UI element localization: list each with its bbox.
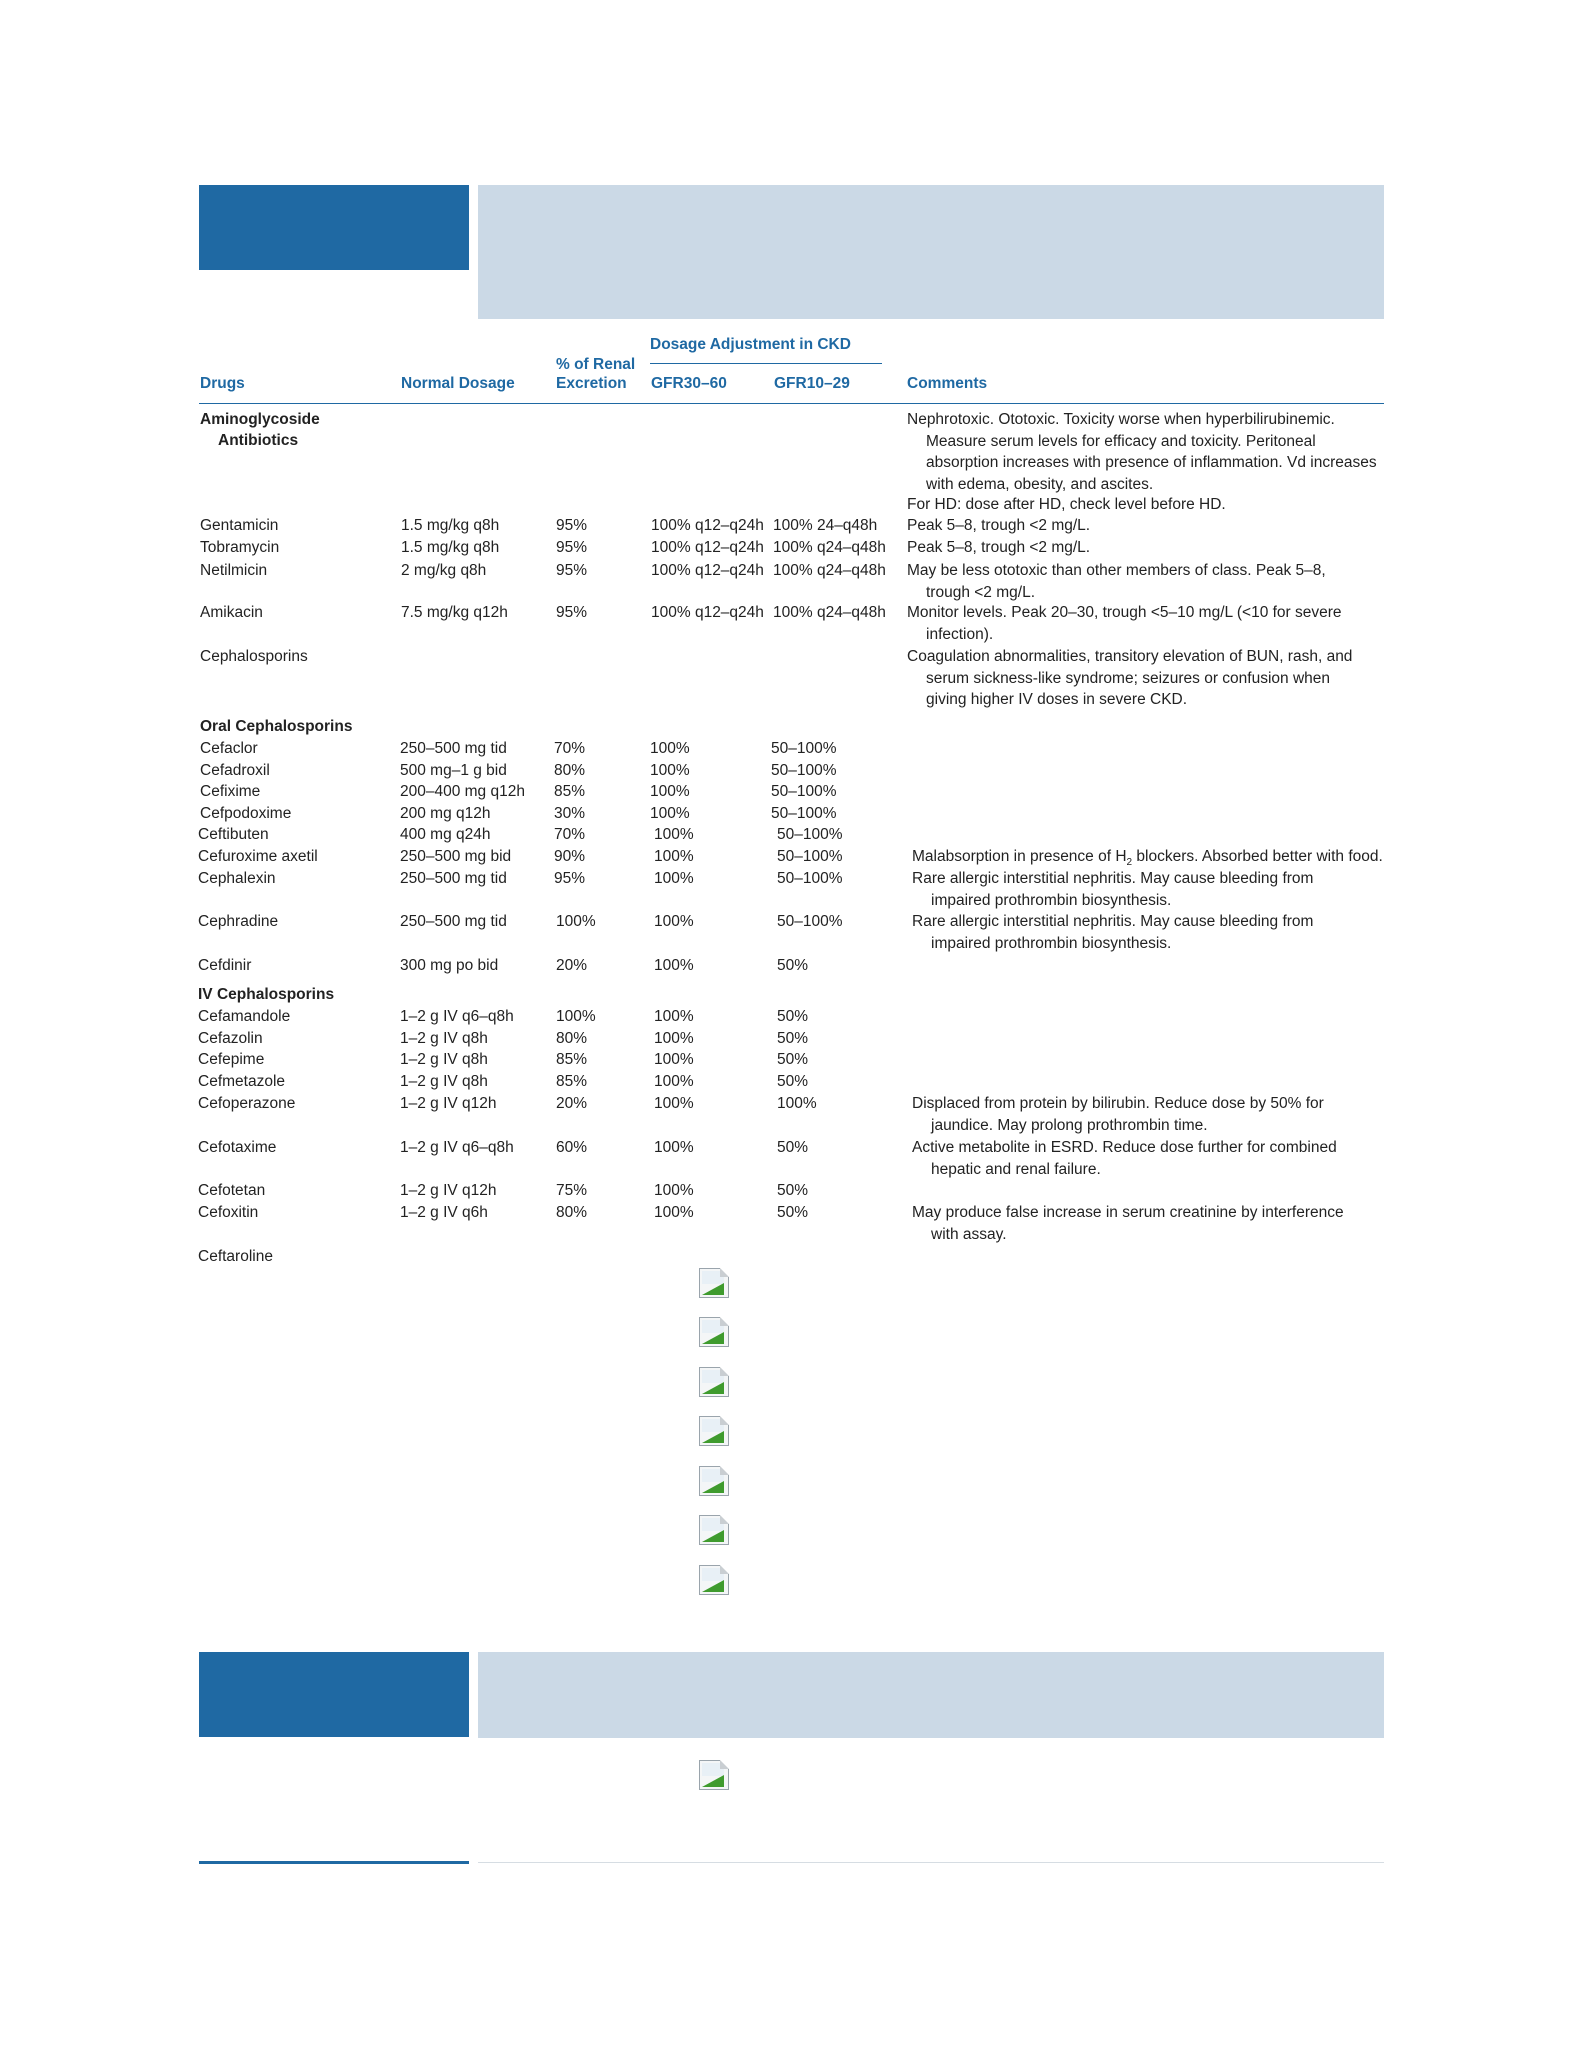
drug-name: Cefuroxime axetil xyxy=(198,848,318,865)
renal-excretion: 30% xyxy=(554,805,586,822)
comment: Nephrotoxic. Ototoxic. Toxicity worse when hyperbilirubinemic. Measure serum levels for efficacy and toxicity. Peritoneal absorption increases with presence of inflammation. Vd increases with edema, obesity, and ascites. xyxy=(907,411,1377,493)
header-normal-dosage: Normal Dosage xyxy=(401,375,515,392)
gfr10-29: 50% xyxy=(777,1204,809,1221)
gfr10-29: 50–100% xyxy=(771,762,837,779)
renal-excretion: 80% xyxy=(556,1030,588,1047)
gfr30-60: 100% q12–q24h xyxy=(651,562,764,579)
normal-dosage: 200–400 mg q12h xyxy=(400,783,525,800)
broken-image-icon xyxy=(699,1466,729,1496)
drug-name: Cefdinir xyxy=(198,957,252,974)
normal-dosage: 2 mg/kg q8h xyxy=(401,562,487,579)
drug-name: Cefoperazone xyxy=(198,1095,296,1112)
comment-part: blockers. Absorbed better with food. xyxy=(1132,848,1383,865)
gfr10-29: 50–100% xyxy=(777,870,843,887)
gfr10-29: 50% xyxy=(777,1182,809,1199)
gfr30-60: 100% xyxy=(654,1182,694,1199)
comment: Rare allergic interstitial nephritis. May cause bleeding from impaired prothrombin biosynthesis. xyxy=(912,870,1314,909)
header-gfr10-29: GFR10–29 xyxy=(774,375,850,392)
gfr30-60: 100% q12–q24h xyxy=(651,604,764,621)
normal-dosage: 300 mg po bid xyxy=(400,957,499,974)
gfr10-29: 50% xyxy=(777,1073,809,1090)
renal-excretion: 85% xyxy=(556,1073,588,1090)
comment: Active metabolite in ESRD. Reduce dose further for combined hepatic and renal failure. xyxy=(912,1139,1337,1178)
gfr30-60: 100% xyxy=(650,740,690,757)
gfr10-29: 100% 24–q48h xyxy=(773,517,878,534)
gfr30-60: 100% xyxy=(650,762,690,779)
drug-name: Cephalosporins xyxy=(200,648,308,665)
header-rule xyxy=(199,403,1384,404)
gfr30-60: 100% xyxy=(654,957,694,974)
gfr30-60: 100% xyxy=(650,783,690,800)
drug-name: Tobramycin xyxy=(200,539,280,556)
comment: May produce false increase in serum creatinine by interference with assay. xyxy=(912,1204,1344,1243)
comment: Coagulation abnormalities, transitory elevation of BUN, rash, and serum sickness-like syndrome; seizures or confusion when giving higher IV doses in severe CKD. xyxy=(907,648,1353,708)
header-group-rule xyxy=(650,363,882,364)
drug-name: Cefepime xyxy=(198,1051,265,1068)
drug-name: Aminoglycoside xyxy=(200,411,320,428)
gfr10-29: 50–100% xyxy=(777,848,843,865)
gfr30-60: 100% xyxy=(654,1030,694,1047)
header-gfr30-60: GFR30–60 xyxy=(651,375,727,392)
drug-name: Cephradine xyxy=(198,913,279,930)
gfr30-60: 100% xyxy=(650,805,690,822)
broken-image-icon xyxy=(699,1416,729,1446)
normal-dosage: 1–2 g IV q12h xyxy=(400,1182,497,1199)
gfr10-29: 100% q24–q48h xyxy=(773,539,886,556)
normal-dosage: 1–2 g IV q8h xyxy=(400,1051,488,1068)
comment: Monitor levels. Peak 20–30, trough <5–10 mg/L (<10 for severe infection). xyxy=(907,604,1342,643)
gfr10-29: 100% xyxy=(777,1095,817,1112)
renal-excretion: 70% xyxy=(554,740,586,757)
normal-dosage: 1–2 g IV q6h xyxy=(400,1204,488,1221)
gfr30-60: 100% xyxy=(654,826,694,843)
drug-name: Cefotaxime xyxy=(198,1139,277,1156)
comment-part: Malabsorption in presence of H xyxy=(912,848,1127,865)
drug-name: Cefotetan xyxy=(198,1182,266,1199)
renal-excretion: 95% xyxy=(556,604,588,621)
normal-dosage: 1–2 g IV q6–q8h xyxy=(400,1008,514,1025)
header-dosage-adjustment: Dosage Adjustment in CKD xyxy=(650,336,851,353)
comment-subscript: 2 xyxy=(1126,857,1133,869)
gfr30-60: 100% q12–q24h xyxy=(651,539,764,556)
gfr10-29: 50% xyxy=(777,1051,809,1068)
drug-name: Cefoxitin xyxy=(198,1204,259,1221)
broken-image-icon xyxy=(699,1367,729,1397)
broken-image-icon xyxy=(699,1565,729,1595)
renal-excretion: 85% xyxy=(556,1051,588,1068)
footer-rule-dark xyxy=(199,1861,469,1864)
renal-excretion: 95% xyxy=(556,562,588,579)
normal-dosage: 250–500 mg tid xyxy=(400,740,507,757)
comment: Peak 5–8, trough <2 mg/L. xyxy=(907,517,1091,534)
drug-name: Cefazolin xyxy=(198,1030,263,1047)
gfr10-29: 50–100% xyxy=(777,826,843,843)
normal-dosage: 250–500 mg tid xyxy=(400,870,507,887)
header-drugs: Drugs xyxy=(200,375,245,392)
broken-image-icon xyxy=(699,1760,729,1790)
drug-name: Cephalexin xyxy=(198,870,276,887)
gfr30-60: 100% xyxy=(654,913,694,930)
renal-excretion: 80% xyxy=(554,762,586,779)
broken-image-icon xyxy=(699,1268,729,1298)
normal-dosage: 1–2 g IV q8h xyxy=(400,1030,488,1047)
top-banner-light xyxy=(478,185,1384,319)
top-banner-dark xyxy=(199,185,469,270)
gfr30-60: 100% xyxy=(654,1051,694,1068)
bottom-banner-dark xyxy=(199,1652,469,1737)
gfr10-29: 100% q24–q48h xyxy=(773,562,886,579)
bottom-banner-light xyxy=(478,1652,1384,1738)
header-renal-line1: % of Renal xyxy=(556,356,636,373)
renal-excretion: 85% xyxy=(554,783,586,800)
renal-excretion: 80% xyxy=(556,1204,588,1221)
gfr10-29: 50% xyxy=(777,1008,809,1025)
normal-dosage: 200 mg q12h xyxy=(400,805,491,822)
normal-dosage: 250–500 mg tid xyxy=(400,913,507,930)
broken-image-icon xyxy=(699,1317,729,1347)
header-comments: Comments xyxy=(907,375,988,392)
gfr10-29: 50% xyxy=(777,1030,809,1047)
renal-excretion: 95% xyxy=(554,870,586,887)
section-heading: IV Cephalosporins xyxy=(198,986,335,1003)
drug-name: Gentamicin xyxy=(200,517,279,534)
gfr30-60: 100% xyxy=(654,848,694,865)
gfr10-29: 50–100% xyxy=(771,805,837,822)
normal-dosage: 1–2 g IV q6–q8h xyxy=(400,1139,514,1156)
comment: May be less ototoxic than other members of class. Peak 5–8, trough <2 mg/L. xyxy=(907,562,1326,601)
renal-excretion: 75% xyxy=(556,1182,588,1199)
drug-name-cont: Antibiotics xyxy=(218,432,299,449)
drug-name: Cefixime xyxy=(200,783,261,800)
drug-name: Cefpodoxime xyxy=(200,805,292,822)
gfr10-29: 100% q24–q48h xyxy=(773,604,886,621)
drug-name: Cefaclor xyxy=(200,740,258,757)
renal-excretion: 95% xyxy=(556,517,588,534)
gfr30-60: 100% xyxy=(654,1073,694,1090)
comment: Displaced from protein by bilirubin. Reduce dose by 50% for jaundice. May prolong prothrombin time. xyxy=(912,1095,1324,1134)
gfr10-29: 50–100% xyxy=(771,783,837,800)
drug-name: Ceftaroline xyxy=(198,1248,273,1265)
comment: Peak 5–8, trough <2 mg/L. xyxy=(907,539,1091,556)
gfr30-60: 100% xyxy=(654,1139,694,1156)
gfr10-29: 50% xyxy=(777,957,809,974)
gfr30-60: 100% xyxy=(654,1008,694,1025)
section-heading: Oral Cephalosporins xyxy=(200,718,353,735)
header-renal-line2: Excretion xyxy=(556,375,627,392)
normal-dosage: 500 mg–1 g bid xyxy=(400,762,507,779)
normal-dosage: 1–2 g IV q8h xyxy=(400,1073,488,1090)
comment: Rare allergic interstitial nephritis. May cause bleeding from impaired prothrombin biosynthesis. xyxy=(912,913,1314,952)
drug-name: Cefmetazole xyxy=(198,1073,286,1090)
renal-excretion: 60% xyxy=(556,1139,588,1156)
renal-excretion: 70% xyxy=(554,826,586,843)
normal-dosage: 1.5 mg/kg q8h xyxy=(401,517,500,534)
gfr30-60: 100% xyxy=(654,1095,694,1112)
drug-name: Ceftibuten xyxy=(198,826,269,843)
normal-dosage: 1–2 g IV q12h xyxy=(400,1095,497,1112)
drug-name: Cefamandole xyxy=(198,1008,291,1025)
footer-rule-light xyxy=(478,1862,1384,1863)
gfr30-60: 100% xyxy=(654,1204,694,1221)
renal-excretion: 100% xyxy=(556,913,596,930)
broken-image-icon xyxy=(699,1515,729,1545)
drug-name: Cefadroxil xyxy=(200,762,270,779)
comment: For HD: dose after HD, check level before HD. xyxy=(907,496,1226,513)
normal-dosage: 1.5 mg/kg q8h xyxy=(401,539,500,556)
renal-excretion: 95% xyxy=(556,539,588,556)
drug-name: Amikacin xyxy=(200,604,263,621)
gfr10-29: 50% xyxy=(777,1139,809,1156)
renal-excretion: 100% xyxy=(556,1008,596,1025)
renal-excretion: 20% xyxy=(556,1095,588,1112)
gfr30-60: 100% q12–q24h xyxy=(651,517,764,534)
normal-dosage: 400 mg q24h xyxy=(400,826,491,843)
normal-dosage: 250–500 mg bid xyxy=(400,848,512,865)
normal-dosage: 7.5 mg/kg q12h xyxy=(401,604,508,621)
renal-excretion: 20% xyxy=(556,957,588,974)
renal-excretion: 90% xyxy=(554,848,586,865)
gfr10-29: 50–100% xyxy=(771,740,837,757)
gfr10-29: 50–100% xyxy=(777,913,843,930)
drug-name: Netilmicin xyxy=(200,562,268,579)
gfr30-60: 100% xyxy=(654,870,694,887)
